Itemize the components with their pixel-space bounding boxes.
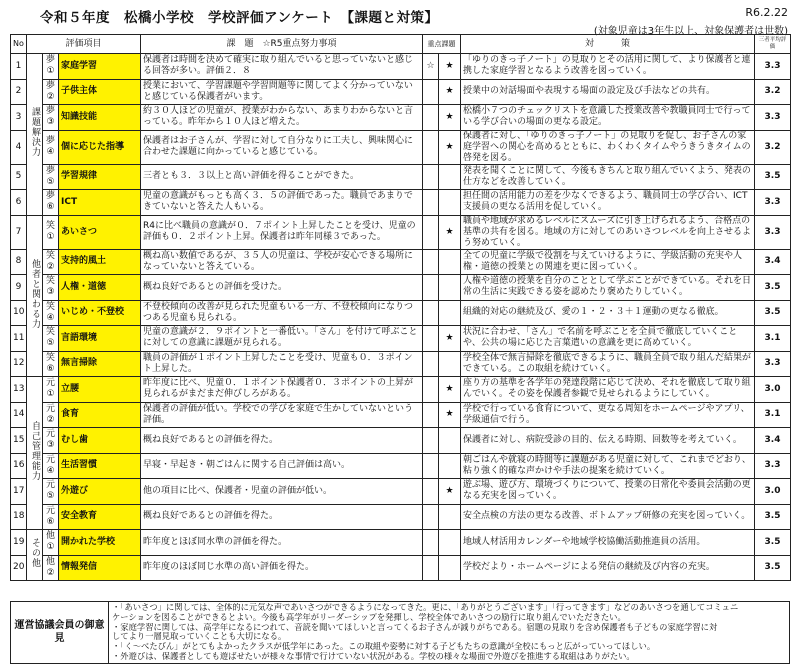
sub-item-code: 笑③ <box>43 275 59 301</box>
issue-text: 児童の意識が２．９ポイントと一番低い。「さん」を付けて呼ぶことに対しての意識に課題が見られる。 <box>141 326 423 352</box>
sub-item-code: 笑⑤ <box>43 326 59 352</box>
measure-text: 保護者に対し、病院受診の目的、伝える時期、回数等を考えていく。 <box>461 428 755 454</box>
council-line: ケーションを図ることができるとよい。今後も高学年がリーダーシップを発揮し、学校全体であいさつの励行に取り組んでいただきたい。 <box>112 612 626 622</box>
row-number: 17 <box>11 479 27 505</box>
sub-item-code: 夢③ <box>43 105 59 131</box>
evaluation-row <box>11 504 791 530</box>
issue-text: 三者とも３．３以上と高い評価を得ることができた。 <box>141 164 423 190</box>
measure-text: 組織的対応の継続及び、愛の１・２・３＋１運動の更なる徹底。 <box>461 300 755 326</box>
issue-text: 昨年度に比べ、児童０．１ポイント保護者０．３ポイントの上昇が見られるがまだまだ伸びしろがある。 <box>141 377 423 403</box>
row-number: 15 <box>11 428 27 454</box>
row-number: 11 <box>11 326 27 352</box>
average-score: 3.4 <box>755 249 791 275</box>
item-name: 生活習慣 <box>59 453 141 479</box>
issue-text: 昨年度とほぼ同水準の評価を得た。 <box>141 530 423 556</box>
evaluation-row <box>11 555 791 581</box>
key-issue-mark: ★ <box>439 326 461 352</box>
measure-text: 担任間の活用能力の差を少なくできるよう、職員同士の学び合い、ICT支援員の更なる活用を促していく。 <box>461 190 755 216</box>
key-issue-mark: ★ <box>439 215 461 249</box>
sub-item-code: 他① <box>43 530 59 556</box>
sub-item-code: 夢⑥ <box>43 190 59 216</box>
issue-text: 不登校傾向の改善が見られた児童もいる一方、不登校傾向になりつつある児童も見られる。 <box>141 300 423 326</box>
priority-star: ☆ <box>423 54 439 80</box>
evaluation-row <box>11 215 791 249</box>
evaluation-row <box>11 402 791 428</box>
sub-item-code: 元① <box>43 377 59 403</box>
row-number: 7 <box>11 215 27 249</box>
row-number: 3 <box>11 105 27 131</box>
row-number: 9 <box>11 275 27 301</box>
sub-item-code: 他② <box>43 555 59 581</box>
key-issue-mark: ★ <box>439 130 461 164</box>
key-issue-mark <box>439 428 461 454</box>
group-label-text: その他 <box>30 538 40 568</box>
group-label <box>27 377 43 530</box>
item-name: 食育 <box>59 402 141 428</box>
average-score: 3.0 <box>755 377 791 403</box>
evaluation-row <box>11 351 791 377</box>
measure-text: 松橋小７つのチェックリストを意識した授業改善や教職員同士で行っている学び合いの場面の更なる設定。 <box>461 105 755 131</box>
item-name: あいさつ <box>59 215 141 249</box>
sub-item-code: 元② <box>43 402 59 428</box>
key-issue-mark <box>439 190 461 216</box>
measure-text: 座り方の基準を各学年の発達段階に応じて決め、それを徹底して取り組んでいく。その姿を保護者参観で見せられるようにしていく。 <box>461 377 755 403</box>
average-score: 3.3 <box>755 190 791 216</box>
priority-star <box>423 215 439 249</box>
sub-item-code: 元③ <box>43 428 59 454</box>
key-issue-mark: ★ <box>439 54 461 80</box>
sub-item-code: 元④ <box>43 453 59 479</box>
priority-star <box>423 555 439 581</box>
average-score: 3.3 <box>755 453 791 479</box>
priority-star <box>423 377 439 403</box>
sub-item-code: 夢⑤ <box>43 164 59 190</box>
key-issue-mark: ★ <box>439 105 461 131</box>
measure-text: 状況に合わせ、「さん」で名前を呼ぶことを全員で徹底していくことや、公共の場に応じた言葉遣いの意識を更に高めていく。 <box>461 326 755 352</box>
sub-item-code: 笑② <box>43 249 59 275</box>
measure-text: 学校全体で無言掃除を徹底できるように、職員全員で取り組んだ結果ができている。この取組を続けていく。 <box>461 351 755 377</box>
measure-text: 授業中の対話場面や表現する場面の設定及び手法などの共有。 <box>461 79 755 105</box>
row-number: 20 <box>11 555 27 581</box>
measure-text: 発表を聞くことに関して、今後もきちんと取り組んでいくよう、発表の仕方などを改善していく。 <box>461 164 755 190</box>
average-score: 3.1 <box>755 402 791 428</box>
issue-text: 早寝・早起き・朝ごはんに関する自己評価は高い。 <box>141 453 423 479</box>
council-opinions <box>10 601 790 664</box>
evaluation-row <box>11 300 791 326</box>
item-name: 開かれた学校 <box>59 530 141 556</box>
evaluation-row <box>11 79 791 105</box>
priority-star <box>423 105 439 131</box>
priority-star <box>423 504 439 530</box>
key-issue-mark: ★ <box>439 479 461 505</box>
average-score: 3.5 <box>755 555 791 581</box>
item-name: 家庭学習 <box>59 54 141 80</box>
evaluation-row <box>11 164 791 190</box>
priority-star <box>423 453 439 479</box>
sub-item-code: 夢② <box>43 79 59 105</box>
row-number: 16 <box>11 453 27 479</box>
average-score: 3.1 <box>755 326 791 352</box>
sub-item-code: 笑① <box>43 215 59 249</box>
document-date: R6.2.22 <box>745 6 788 19</box>
issue-text: 児童の意識がもっとも高く３．５の評価であった。職員であまりできていないと答えた人もいる。 <box>141 190 423 216</box>
group-label-text: 課題解決力 <box>30 107 40 158</box>
measure-text: 人権や道徳の授業を自分のこととして学ぶことができている。それを日常の生活に実践できる姿を認めたり褒めたりしていく。 <box>461 275 755 301</box>
issue-text: 保護者はお子さんが、学習に対して自分なりに工夫し、興味関心に合わせた課題に向かっていると感じている。 <box>141 130 423 164</box>
average-score: 3.5 <box>755 275 791 301</box>
item-name: 言語環境 <box>59 326 141 352</box>
column-header-row <box>11 35 791 54</box>
row-number: 6 <box>11 190 27 216</box>
average-score: 3.5 <box>755 164 791 190</box>
measure-text: 安全点検の方法の更なる改善、ボトムアップ研修の充実を図っていく。 <box>461 504 755 530</box>
item-name: 学習規律 <box>59 164 141 190</box>
measure-text: 「ゆりのきっ子ノート」の見取りとその活用に関して、より保護者と連携した家庭学習となるよう改善を図っていく。 <box>461 54 755 80</box>
col-avg: 三者平均評価 <box>755 35 791 54</box>
sub-item-code: 元⑤ <box>43 479 59 505</box>
average-score: 3.5 <box>755 300 791 326</box>
item-name: 知識技能 <box>59 105 141 131</box>
issue-text: 他の項目に比べ、保護者・児童の評価が低い。 <box>141 479 423 505</box>
issue-text: R4に比べ職員の意識が０．７ポイント上昇したことを受け、児童の評価も０．２ポイント上昇。保護者は昨年同様３であった。 <box>141 215 423 249</box>
key-issue-mark <box>439 300 461 326</box>
group-label <box>27 530 43 581</box>
key-issue-mark <box>439 249 461 275</box>
target-note: (対象児童は3年生以上、対象保護者は世数) <box>593 26 788 37</box>
priority-star <box>423 190 439 216</box>
item-name: ICT <box>59 190 141 216</box>
row-number: 19 <box>11 530 27 556</box>
priority-star <box>423 530 439 556</box>
priority-star <box>423 300 439 326</box>
item-name: 個に応じた指導 <box>59 130 141 164</box>
key-issue-mark: ★ <box>439 79 461 105</box>
item-name: 子供主体 <box>59 79 141 105</box>
issue-text: 約３０人ほどの児童が、授業がわからない、あまりわからないと言っている。昨年から１０人ほど増えた。 <box>141 105 423 131</box>
sub-item-code: 元⑥ <box>43 504 59 530</box>
measure-text: 学校で行っている食育について、更なる周知をホームページやアプリ、学級通信で行う。 <box>461 402 755 428</box>
average-score: 3.5 <box>755 530 791 556</box>
item-name: 安全教育 <box>59 504 141 530</box>
row-number: 4 <box>11 130 27 164</box>
issue-text: 概ね良好であるとの評価を得た。 <box>141 504 423 530</box>
item-name: 無言掃除 <box>59 351 141 377</box>
row-number: 1 <box>11 54 27 80</box>
average-score: 3.3 <box>755 215 791 249</box>
measure-text: 全ての児童に学級で役割を与えていけるように、学級活動の充実や人権・道徳の授業との関連を更に図っていく。 <box>461 249 755 275</box>
issue-text: 授業において、学習課題や学習問題等に関してよく分かっていないと感じている保護者がいます。 <box>141 79 423 105</box>
sub-item-code: 夢④ <box>43 130 59 164</box>
row-number: 13 <box>11 377 27 403</box>
average-score: 3.3 <box>755 351 791 377</box>
item-name: 外遊び <box>59 479 141 505</box>
row-number: 2 <box>11 79 27 105</box>
priority-star <box>423 164 439 190</box>
key-issue-mark: ★ <box>439 402 461 428</box>
council-text <box>109 602 790 664</box>
item-name: 支持的風土 <box>59 249 141 275</box>
council-line: ・家庭学習に関しては、高学年になるにつれて、音読を聞いてほしいと言ってくるお子さんが減りがちである。宿題の見取りを含め保護者も子どもの家庭学習に対 <box>112 622 718 632</box>
council-label: 運営協議会員の御意見 <box>11 602 109 664</box>
average-score: 3.3 <box>755 54 791 80</box>
row-number: 8 <box>11 249 27 275</box>
evaluation-table <box>10 34 791 581</box>
issue-text: 概ね良好であるとの評価を得た。 <box>141 428 423 454</box>
priority-star <box>423 275 439 301</box>
council-line: ・「く〜べたびん」がとてもよかったクラスが低学年にあった。この取組や姿勢に対する子どもたちの意識が全校にもっと広がっていってほしい。 <box>112 642 656 652</box>
council-line: ・「あいさつ」に関しては、全体的に元気な声であいさつができるようになってきた。更に、「ありがとうございます」「行ってきます」などのあいさつを通してコミュニ <box>112 603 739 612</box>
col-issue: 課 題 ☆R5重点努力事項 <box>141 35 423 54</box>
row-number: 10 <box>11 300 27 326</box>
key-issue-mark <box>439 453 461 479</box>
group-label-text: 他者と関わる力 <box>30 258 40 329</box>
evaluation-row <box>11 54 791 80</box>
measure-text: 学校だより・ホームページによる発信の継続及び内容の充実。 <box>461 555 755 581</box>
evaluation-row <box>11 326 791 352</box>
issue-text: 保護者の評価が低い。学校での学びを家庭で生かしていないという評価。 <box>141 402 423 428</box>
priority-star <box>423 402 439 428</box>
issue-text: 概ね良好であるとの評価を受けた。 <box>141 275 423 301</box>
row-number: 12 <box>11 351 27 377</box>
issue-text: 昨年度のほぼ同じ水準の高い評価を得た。 <box>141 555 423 581</box>
row-number: 5 <box>11 164 27 190</box>
priority-star <box>423 249 439 275</box>
key-issue-mark <box>439 275 461 301</box>
average-score: 3.4 <box>755 428 791 454</box>
council-line: ・外遊びは、保護者としても遊ばせたいが様々な事情で行けていない状況がある。学校の様々な場面で外遊びを推進する取組はありがたい。 <box>112 651 635 661</box>
measure-text: 朝ごはんや就寝の時間等に課題がある児童に対して、これまでどおり、粘り強く的確な声かけや手法の提案を続けていく。 <box>461 453 755 479</box>
key-issue-mark: ★ <box>439 377 461 403</box>
evaluation-row <box>11 530 791 556</box>
key-issue-mark <box>439 530 461 556</box>
priority-star <box>423 428 439 454</box>
item-name: 情報発信 <box>59 555 141 581</box>
evaluation-row <box>11 453 791 479</box>
average-score: 3.3 <box>755 105 791 131</box>
measure-text: 保護者に対し、「ゆりのきっ子ノート」の見取りを促し、お子さんの家庭学習への関心を高めるとともに、わくわくタイムやうきうきタイムの啓発を図る。 <box>461 130 755 164</box>
group-label-text: 自己管理能力 <box>30 421 40 481</box>
measure-text: 地域人材活用カレンダーや地域学校協働活動推進員の活用。 <box>461 530 755 556</box>
evaluation-row <box>11 479 791 505</box>
key-issue-mark <box>439 164 461 190</box>
key-issue-mark <box>439 555 461 581</box>
col-no: No <box>11 35 27 54</box>
page-title: 令和５年度 松橋小学校 学校評価アンケート 【課題と対策】 <box>40 10 439 26</box>
group-label <box>27 215 43 377</box>
sub-item-code: 笑⑥ <box>43 351 59 377</box>
row-number: 14 <box>11 402 27 428</box>
issue-text: 保護者は時間を決めて確実に取り組んでいると思っていないと感じる回答が多い。評価２．８ <box>141 54 423 80</box>
priority-star <box>423 130 439 164</box>
priority-star <box>423 479 439 505</box>
average-score: 3.0 <box>755 479 791 505</box>
issue-text: 職員の評価が１ポイント上昇したことを受け、児童も０．３ポイント上昇した。 <box>141 351 423 377</box>
sub-item-code: 笑④ <box>43 300 59 326</box>
priority-star <box>423 351 439 377</box>
measure-text: 遊ぶ場、遊び方、環境づくりについて、授業の日常化や委員会活動の更なる充実を図っていく。 <box>461 479 755 505</box>
evaluation-row <box>11 190 791 216</box>
measure-text: 職員や地域が求めるレベルにスムーズに引き上げられるよう、合格点の基準の共有を図る。地域の方に対してのあいさつレベルを向上させるよう努めていく。 <box>461 215 755 249</box>
evaluation-row <box>11 275 791 301</box>
item-name: いじめ・不登校 <box>59 300 141 326</box>
col-measure: 対 策 <box>461 35 755 54</box>
item-name: むし歯 <box>59 428 141 454</box>
row-number: 18 <box>11 504 27 530</box>
sub-item-code: 夢① <box>43 54 59 80</box>
average-score: 3.5 <box>755 504 791 530</box>
average-score: 3.2 <box>755 79 791 105</box>
priority-star <box>423 326 439 352</box>
average-score: 3.2 <box>755 130 791 164</box>
evaluation-row <box>11 105 791 131</box>
item-name: 立腰 <box>59 377 141 403</box>
priority-star <box>423 79 439 105</box>
col-mark: 重点課題 <box>423 35 461 54</box>
group-label <box>27 54 43 216</box>
evaluation-row <box>11 249 791 275</box>
item-name: 人権・道徳 <box>59 275 141 301</box>
col-item: 評価項目 <box>27 35 141 54</box>
issue-text: 概ね高い数値であるが、３５人の児童は、学校が安心できる場所になっていないと答えている。 <box>141 249 423 275</box>
key-issue-mark <box>439 351 461 377</box>
key-issue-mark <box>439 504 461 530</box>
evaluation-row <box>11 428 791 454</box>
evaluation-row <box>11 130 791 164</box>
evaluation-row <box>11 377 791 403</box>
council-line: してより一層見取っていくことも大切になる。 <box>112 632 287 642</box>
